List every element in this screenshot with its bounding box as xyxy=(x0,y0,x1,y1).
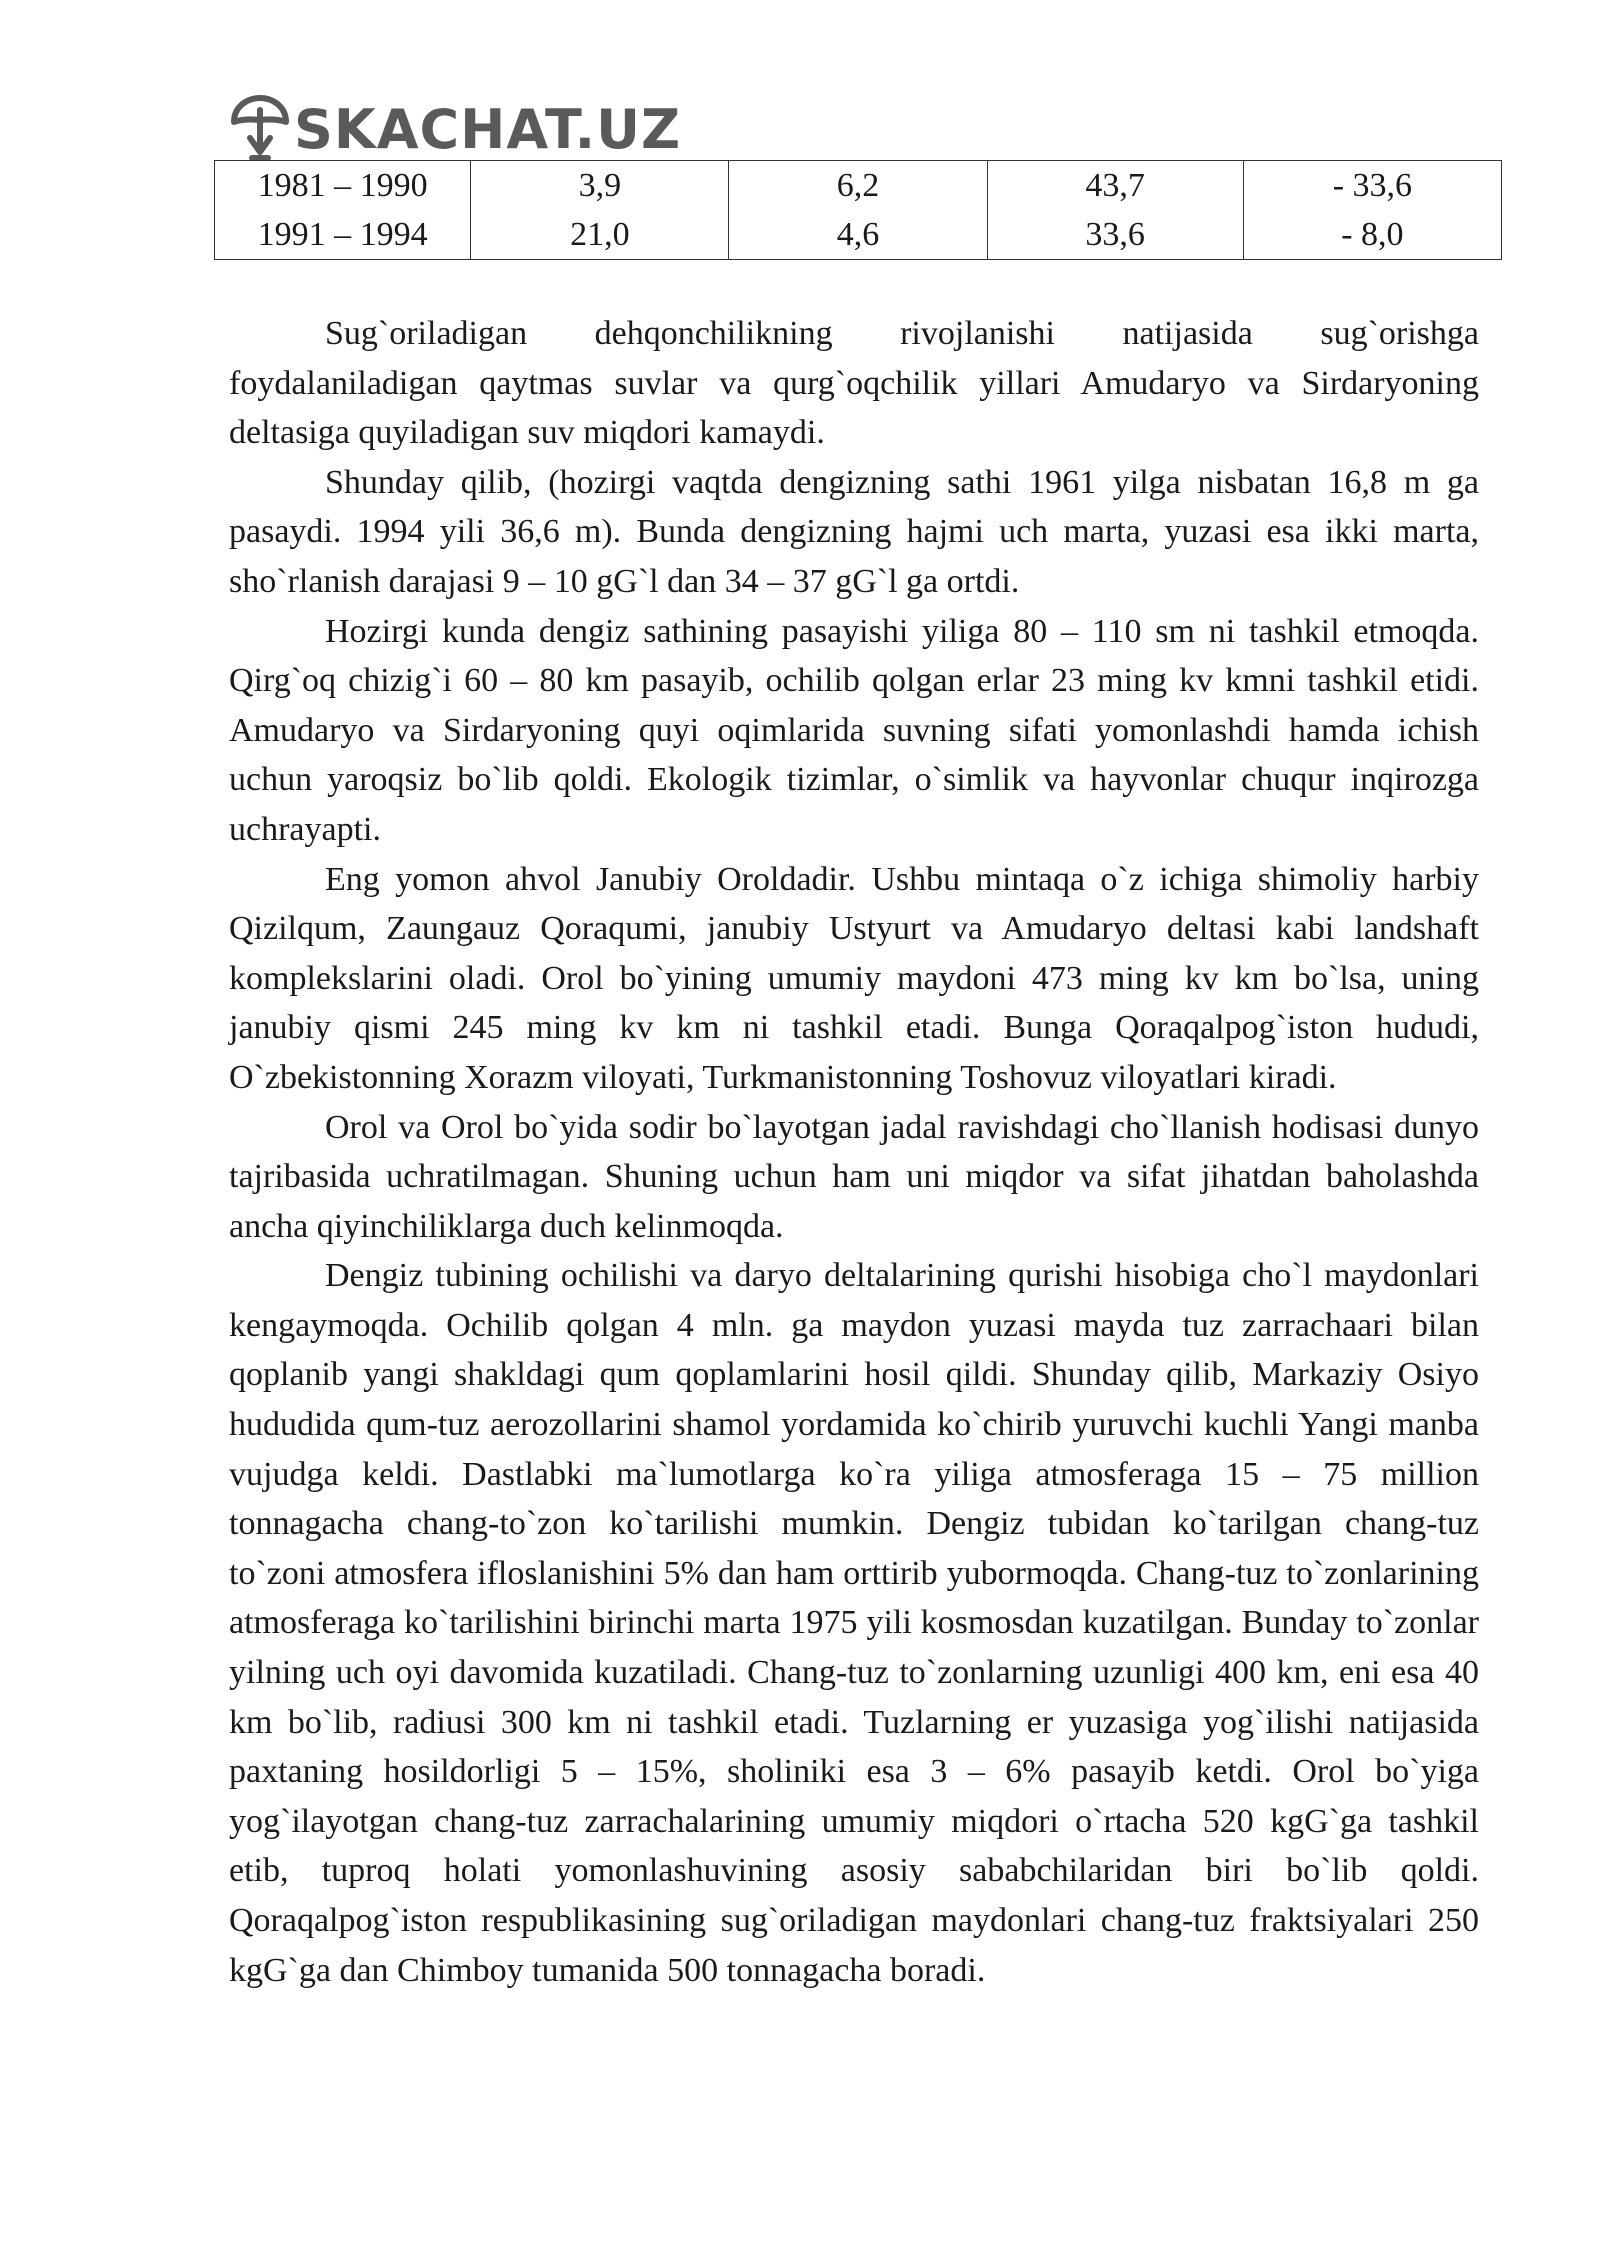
table-cell: 4,6 xyxy=(729,210,987,260)
data-table xyxy=(214,160,1502,260)
table-cell-period: 1991 – 1994 xyxy=(215,210,471,260)
paragraph: Eng yomon ahvol Janubiy Oroldadir. Ushbu mintaqa o`z ichiga shimoliy harbiy Qizilqum, Zaungauz Qoraqumi, janubiy Ustyurt va Amudaryo deltasi kabi landshaft komplekslarini oladi. Orol bo`yining umumiy maydoni 473 ming kv km bo`lsa, uning janubiy qismi 245 ming kv km ni tashkil etadi. Bunga Qoraqalpog`iston hududi, O`zbekistonning Xorazm viloyati, Turkmanistonning Toshovuz viloyatlari kiradi. xyxy=(229,860,1479,1096)
logo-text: SKACHAT.UZ xyxy=(294,97,682,161)
table-cell-period: 1981 – 1990 xyxy=(215,161,471,211)
paragraph: Sug`oriladigan dehqonchilikning rivojlanishi natijasida sug`orishga foydalaniladigan qaytmas suvlar va qurg`oqchilik yillari Amudaryo va Sirdaryoning deltasiga quyiladigan suv miqdori kamaydi. xyxy=(229,315,1479,452)
table-row xyxy=(215,161,1502,211)
paragraph: Hozirgi kunda dengiz sathining pasayishi yiliga 80 – 110 sm ni tashkil etmoqda. Qirg`oq chizig`i 60 – 80 km pasayib, ochilib qolgan erlar 23 ming kv kmni tashkil etidi. Amudaryo va Sirdaryoning quyi oqimlarida suvning sifati yomonlashdi hamda ichish uchun yaroqsiz bo`lib qoldi. Ekologik tizimlar, o`simlik va hayvonlar chuqur inqirozga uchrayapti. xyxy=(229,612,1479,848)
paragraph: Dengiz tubining ochilishi va daryo deltalarining qurishi hisobiga cho`l maydonlari kengaymoqda. Ochilib qolgan 4 mln. ga maydon yuzasi mayda tuz zarrachaari bilan qoplanib yangi shakldagi qum qoplamlarini hosil qildi. Shunday qilib, Markaziy Osiyo hududida qum-tuz aerozollarini shamol yordamida ko`chirib yuruvchi kuchli Yangi manba vujudga keldi. Dastlabki ma`lumotlarga ko`ra yiliga atmosferaga 15 – 75 million tonnagacha chang-to`zon ko`tarilishi mumkin. Dengiz tubidan ko`tarilgan chang-tuz to`zoni atmosfera ifloslanishini 5% dan ham orttirib yubormoqda. Chang-tuz to`zonlarining atmosferaga ko`tarilishini birinchi marta 1975 yili kosmosdan kuzatilgan. Bunday to`zonlar yilning uch oyi davomida kuzatiladi. Chang-tuz to`zonlarning uzunligi 400 km, eni esa 40 km bo`lib, radiusi 300 km ni tashkil etadi. Tuzlarning er yuzasiga yog`ilishi natijasida paxtaning hosildorligi 5 – 15%, sholiniki esa 3 – 6% pasayib ketdi. Orol bo`yiga yog`ilayotgan chang-tuz zarrachalarining umumiy miqdori o`rtacha 520 kgG`ga tashkil etib, tuproq holati yomonlashuvining asosiy sababchilaridan biri bo`lib qoldi. Qoraqalpog`iston respublikasining sug`oriladigan maydonlari chang-tuz fraktsiyalari 250 kgG`ga dan Chimboy tumanida 500 tonnagacha boradi. xyxy=(229,1257,1479,1989)
table-cell: 21,0 xyxy=(471,210,729,260)
table-cell: - 8,0 xyxy=(1243,210,1501,260)
paragraph: Orol va Orol bo`yida sodir bo`layotgan jadal ravishdagi cho`llanish hodisasi dunyo tajribasida uchratilmagan. Shuning uchun ham uni miqdor va sifat jihatdan baholashda ancha qiyinchiliklarga duch kelinmoqda. xyxy=(229,1108,1479,1245)
table-cell: 3,9 xyxy=(471,161,729,211)
table-cell: 6,2 xyxy=(729,161,987,211)
body-text xyxy=(229,309,1479,1995)
logo-mushroom-icon xyxy=(228,92,292,166)
paragraph: Shunday qilib, (hozirgi vaqtda dengizning sathi 1961 yilga nisbatan 16,8 m ga pasaydi. 1994 yili 36,6 m). Bunda dengizning hajmi uch marta, yuzasi esa ikki marta, sho`rlanish darajasi 9 – 10 gG`l dan 34 – 37 gG`l ga ortdi. xyxy=(229,463,1479,600)
table-cell: 33,6 xyxy=(987,210,1243,260)
table-row xyxy=(215,210,1502,260)
site-logo[interactable] xyxy=(228,92,681,166)
table-cell: 43,7 xyxy=(987,161,1243,211)
table-cell: - 33,6 xyxy=(1243,161,1501,211)
